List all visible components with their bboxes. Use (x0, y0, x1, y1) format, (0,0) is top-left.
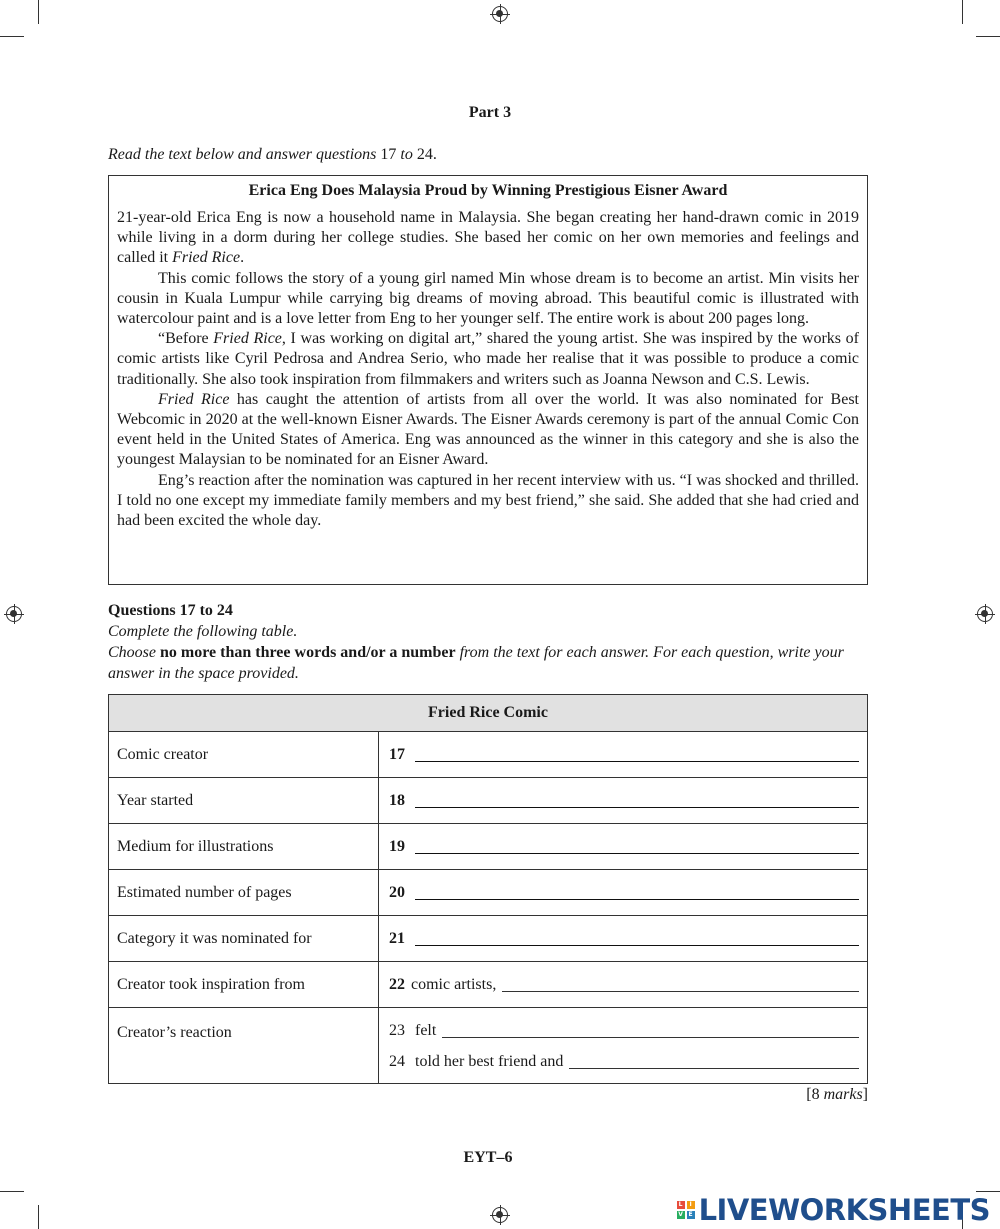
table-row: Category it was nominated for 21 (109, 916, 868, 962)
crop-mark (0, 1191, 24, 1192)
table-row: Medium for illustrations 19 (109, 824, 868, 870)
marks-label: [8 marks] (806, 1086, 868, 1103)
answer-table (108, 694, 868, 1084)
article-paragraph: “Before Fried Rice, I was working on digital art,” shared the young artist. She was inspired by the works of comic artists like Cyril Pedrosa and Andrea Serio, who made her realise that it was possible to produce a comic traditionally. She also took inspiration from filmmakers and writers such as Joanna Newson and C.S. Lewis. (117, 330, 860, 388)
row-label: Year started (109, 778, 379, 824)
part-heading: Part 3 (468, 104, 512, 121)
row-label: Creator’s reaction (109, 1008, 379, 1084)
registration-mark-icon (6, 606, 22, 622)
crop-mark (38, 0, 39, 24)
table-row: Estimated number of pages 20 (109, 870, 868, 916)
questions-instruction: Complete the following table. (108, 623, 298, 640)
article-paragraph: Eng’s reaction after the nomination was captured in her recent interview with us. “I was shocked and thrilled. I told no one except my immediate family members and my best friend,” she said. She added that she had cried and had been excited the whole day. (117, 471, 859, 530)
row-label: Comic creator (109, 732, 379, 778)
article-paragraph: 21-year-old Erica Eng is now a household name in Malaysia. She began creating her hand-drawn comic in 2019 while living in a dorm during her college studies. She based her comic on her own memories and feelings and called it Fried Rice. (117, 209, 859, 267)
article-title: Erica Eng Does Malaysia Proud by Winning Prestigious Eisner Award (248, 182, 728, 199)
crop-mark (0, 36, 24, 37)
crop-mark (38, 1205, 39, 1229)
crop-mark (976, 36, 1000, 37)
crop-mark (976, 1191, 1000, 1192)
registration-mark-icon (492, 1207, 508, 1223)
answer-21-field[interactable] (415, 929, 859, 946)
table-row: Creator took inspiration from 22 comic artists, (109, 962, 868, 1008)
answer-24-field[interactable] (569, 1052, 859, 1069)
logo-tiles-icon: L I V E (678, 1201, 693, 1218)
answer-19-field[interactable] (415, 837, 859, 854)
article-box (108, 175, 868, 585)
crop-mark (962, 0, 963, 24)
table-row: Creator’s reaction 23 felt 24 told her best friend and (109, 1008, 868, 1084)
table-heading: Fried Rice Comic (109, 695, 868, 732)
article-paragraph: This comic follows the story of a young girl named Min whose dream is to become an artist. Min visits her cousin in Kuala Lumpur while carrying big dreams of moving abroad. This beautiful comic is illustrated with watercolour paint and is a love letter from Eng to her younger self. The entire work is about 200 pages long. (117, 269, 859, 328)
answer-22-field[interactable] (502, 975, 859, 992)
row-label: Medium for illustrations (109, 824, 379, 870)
answer-20-field[interactable] (415, 883, 859, 900)
row-label: Creator took inspiration from (109, 962, 379, 1008)
row-label: Estimated number of pages (109, 870, 379, 916)
page-code: EYT–6 (463, 1149, 513, 1166)
table-row: Year started 18 (109, 778, 868, 824)
answer-17-field[interactable] (415, 745, 859, 762)
answer-18-field[interactable] (415, 791, 859, 808)
questions-instruction: Choose no more than three words and/or a number from the text for each answer. For each question, write your answer in the space provided. (108, 644, 844, 682)
registration-mark-icon (977, 606, 993, 622)
registration-mark-icon (492, 6, 508, 22)
row-label: Category it was nominated for (109, 916, 379, 962)
answer-23-field[interactable] (442, 1021, 859, 1038)
article-paragraph: Fried Rice has caught the attention of artists from all over the world. It was also nominated for Best Webcomic in 2020 at the well-known Eisner Awards. The Eisner Awards ceremony is part of the annual Comic Con event held in the United States of America. Eng was announced as the winner in this category and she is also the youngest Malaysian to be nominated for an Eisner Award. (117, 390, 860, 469)
questions-heading: Questions 17 to 24 (108, 602, 233, 619)
reading-instruction: Read the text below and answer questions 17 to 24. (108, 146, 437, 163)
table-row: Comic creator 17 (109, 732, 868, 778)
liveworksheets-logo (677, 1193, 990, 1227)
brand-name: LIVEWORKSHEETS (698, 1193, 990, 1227)
